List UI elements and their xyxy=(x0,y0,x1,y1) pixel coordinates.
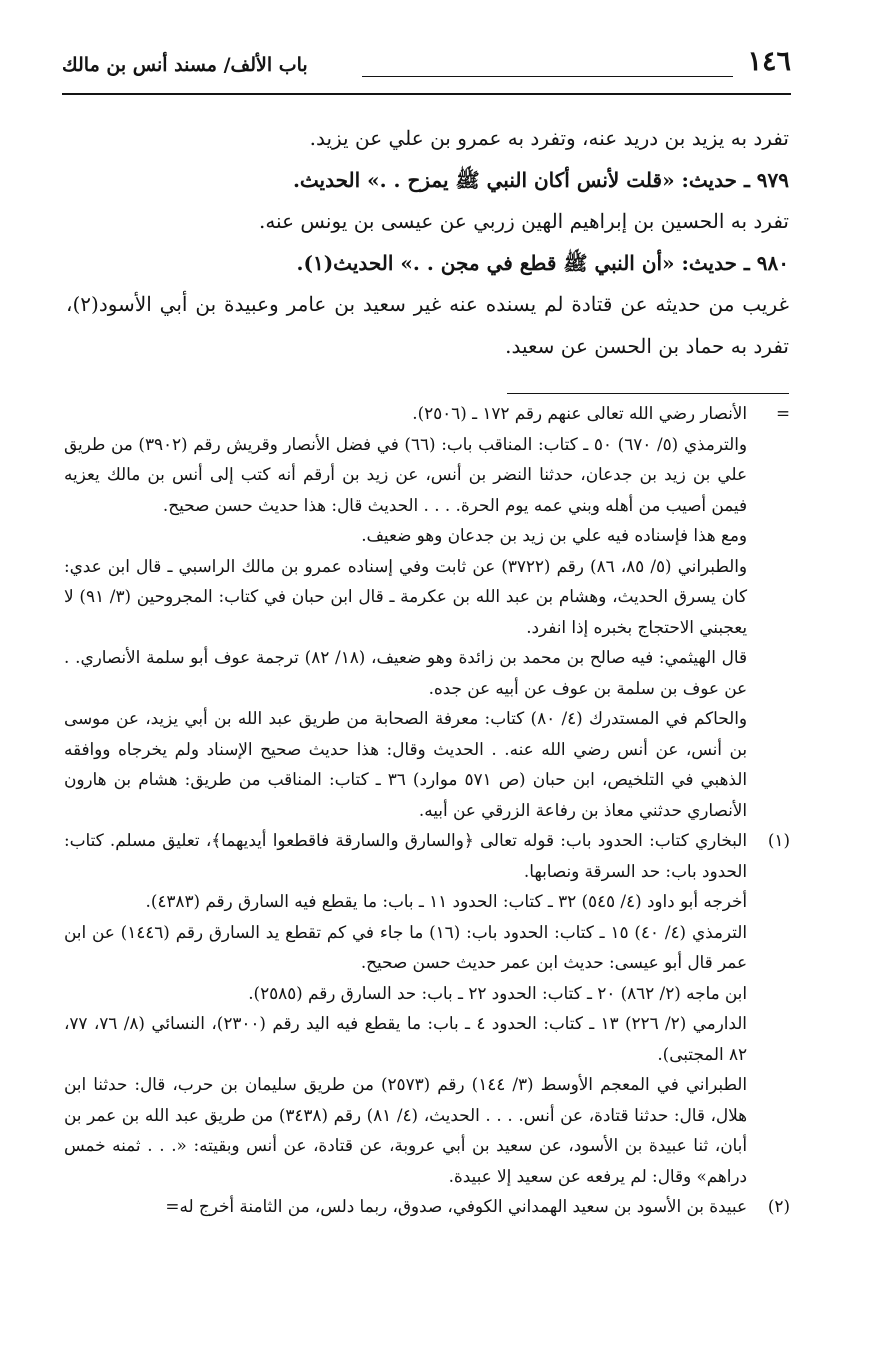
footnote-paragraph xyxy=(64,1069,780,1191)
footnote-paragraph xyxy=(64,825,790,886)
footnote-paragraph xyxy=(64,978,780,1009)
footnote-text: الترمذي (٤/ ٤٠) ١٥ ـ كتاب: الحدود باب: (١٦) ما جاء في كم تقطع يد السارق رقم (١٤٤٦) عن ابن عمر قال أبو عيسى: حديث ابن عمر حديث حسن صحيح. xyxy=(64,921,747,972)
footnote-text: قال الهيثمي: فيه صالح بن محمد بن زائدة وهو ضعيف، (١٨/ ٨٢) ترجمة عوف أبو سلمة الأنصاري. . عن عوف بن سلمة بن عوف عن أبيه عن جده. xyxy=(64,647,747,698)
footnote-paragraph xyxy=(64,398,790,429)
footnote-paragraph xyxy=(64,1008,780,1069)
text-paragraph: تفرد به الحسين بن إبراهيم الهين زربي عن عيسى بن يونس عنه. xyxy=(258,209,789,233)
header-rule xyxy=(62,93,791,95)
footnote-paragraph xyxy=(64,917,780,978)
footnote-text: والطبراني (٥/ ٨٥، ٨٦) رقم (٣٧٢٢) عن ثابت وفي إسناده عمرو بن مالك الراسبي ـ قال ابن عدي: كان يسرق الحديث، وهشام بن عبد الله بن عكرمة ـ قال ابن حبان في كتاب: المجروحين (٣/ ٩١) لا يعجبني الاحتجاج بخبره إذا انفرد. xyxy=(64,555,748,637)
page-number: ١٤٦ xyxy=(747,46,791,77)
footnote-marker: (١) xyxy=(767,830,790,850)
hadith-entry: ٩٨٠ ـ حديث: «أن النبي ﷺ قطع في مجن . .» الحديث(١). xyxy=(296,250,789,275)
footnote-paragraph xyxy=(64,642,780,703)
footnote-text: ومع هذا فإسناده فيه علي بن زيد بن جدعان وهو ضعيف. xyxy=(361,525,747,545)
main-text xyxy=(66,118,789,367)
footnote-marker: (٢) xyxy=(767,1196,790,1216)
footnote-paragraph xyxy=(64,551,780,643)
header-dash-line xyxy=(362,76,733,77)
footnote-text: والحاكم في المستدرك (٤/ ٨٠) كتاب: معرفة الصحابة من طريق عبد الله بن أبي يزيد، عن موسى بن أنس، عن أنس رضي الله عنه. . الحديث وقال: هذا حديث صحيح الإسناد ولم يخرجاه ووافقه الذهبي في التلخيص، ابن حبان (ص ٥٧١ موارد) ٣٦ ـ كتاب: المناقب من طريق: هشام بن هارون الأنصاري حدثني معاذ بن رفاعة الزرقي عن أبيه. xyxy=(64,708,747,820)
footnote-paragraph xyxy=(64,703,780,825)
footnote-text: البخاري كتاب: الحدود باب: قوله تعالى ﴿والسارق والسارقة فاقطعوا أيديهما﴾، تعليق مسلم. كتاب: الحدود باب: حد السرقة ونصابها. xyxy=(64,830,747,881)
text-paragraph: غريب من حديثه عن قتادة لم يسنده عنه غير سعيد بن عامر وعبيدة بن أبي الأسود(٢)، تفرد به حماد بن الحسن عن سعيد. xyxy=(66,292,789,358)
footnote-separator xyxy=(507,393,789,394)
footnote-paragraph xyxy=(64,429,780,521)
text-paragraph: تفرد به يزيد بن دريد عنه، وتفرد به عمرو بن علي عن يزيد. xyxy=(309,126,789,150)
page-header xyxy=(62,44,791,96)
footnote-text: الطبراني في المعجم الأوسط (٣/ ١٤٤) رقم (٢٥٧٣) من طريق سليمان بن حرب، قال: حدثنا ابن هلال، قال: حدثنا قتادة، عن أنس. . . . الحديث، (٤/ ٨١) رقم (٣٤٣٨) من طريق عبد الله بن عمر بن أبان، ثنا عبيدة بن الأسود، عن سعيد بن أبي عروبة، عن قتادة، عن أنس وبقيته: «. . . ثمنه خمس دراهم» وقال: لم يرفعه عن سعيد إلا عبيدة. xyxy=(64,1074,747,1186)
hadith-entry: ٩٧٩ ـ حديث: «قلت لأنس أكان النبي ﷺ يمزح . .» الحديث. xyxy=(292,167,789,192)
footnote-text: عبيدة بن الأسود بن سعيد الهمداني الكوفي، صدوق، ربما دلس، من الثامنة أخرج له= xyxy=(165,1196,747,1216)
footnote-marker: = xyxy=(775,403,790,423)
footnotes xyxy=(64,398,790,1222)
footnote-text: أخرجه أبو داود (٤/ ٥٤٥) ٣٢ ـ كتاب: الحدود ١١ ـ باب: ما يقطع فيه السارق رقم (٤٣٨٣). xyxy=(145,891,747,911)
footnote-text: الأنصار رضي الله تعالى عنهم رقم ١٧٢ ـ (٢٥٠٦). xyxy=(412,403,747,423)
footnote-paragraph xyxy=(64,1191,790,1222)
footnote-text: الدارمي (٢/ ٢٢٦) ١٣ ـ كتاب: الحدود ٤ ـ باب: ما يقطع فيه اليد رقم (٢٣٠٠)، النسائي (٨/ ٧٦، ٧٧، ٨٢ المجتبى). xyxy=(64,1013,747,1064)
running-title: باب الألف/ مسند أنس بن مالك xyxy=(62,54,308,76)
footnote-text: ابن ماجه (٢/ ٨٦٢) ٢٠ ـ كتاب: الحدود ٢٢ ـ باب: حد السارق رقم (٢٥٨٥). xyxy=(248,982,747,1003)
footnote-paragraph xyxy=(64,520,780,551)
footnote-text: والترمذي (٥/ ٦٧٠) ٥٠ ـ كتاب: المناقب باب: (٦٦) في فضل الأنصار وقريش رقم (٣٩٠٢) من طريق علي بن زيد بن جدعان، حدثنا النضر بن أنس، عن زيد بن أرقم أنه كتب إلى أنس بن مالك يعزيه فيمن أصيب من أهله وبني عمه يوم الحرة. . . . الحديث قال: هذا حديث حسن صحيح. xyxy=(64,433,747,515)
footnote-paragraph xyxy=(64,886,780,917)
